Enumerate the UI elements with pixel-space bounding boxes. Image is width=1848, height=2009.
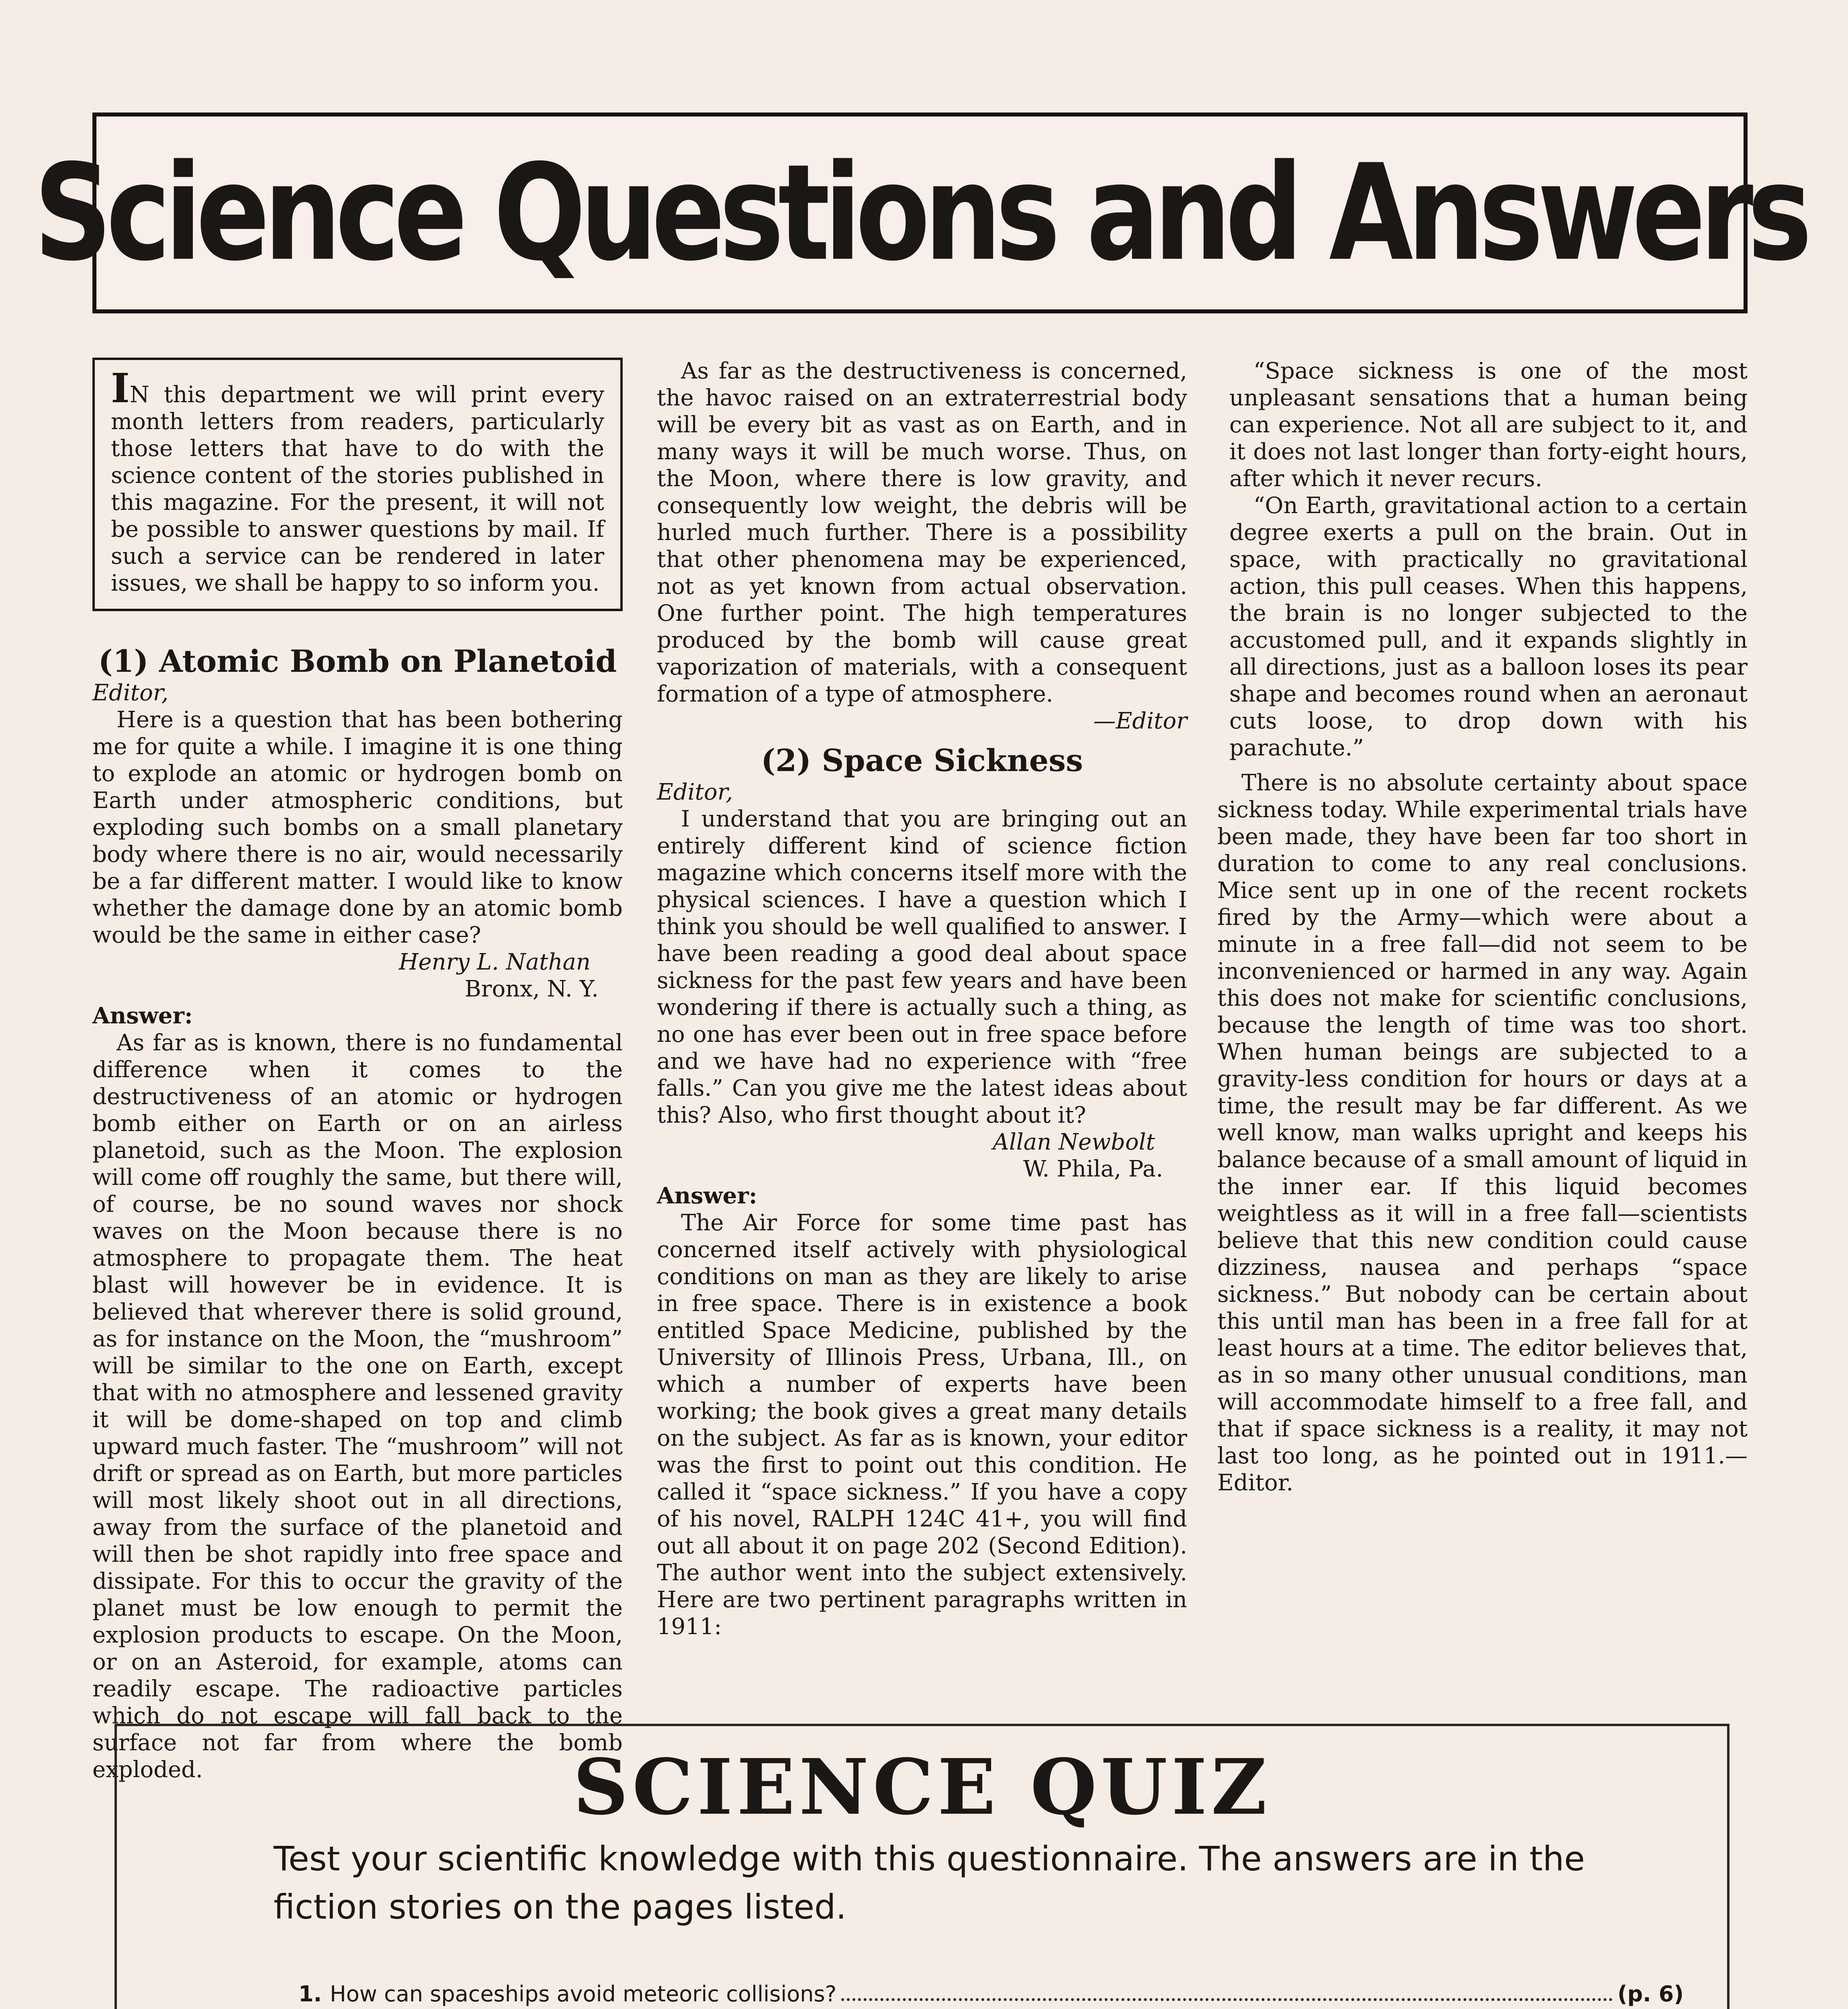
quiz-item [286, 1959, 1684, 2007]
question-1-signature-place: Bronx, N. Y. [464, 976, 599, 1002]
question-1-answer-p1: As far as is known, there is no fundamental difference when it comes to the destructiveness of an atomic or hydrogen bomb either on Earth or on an airless planetoid, such as the Moon. The explosion will come off roughly the same, but there will, of course, be no sound waves nor shock waves on the Moon because there is no atmosphere to propagate them. The heat blast will however be in evidence. It is believed that wherever there is solid ground, as for instance on the Moon, the “mushroom” will be similar to the one on Earth, except that with no atmosphere and lessened gravity it will be dome-shaped on top and climb upward much faster. The “mushroom” will not drift or spread as on Earth, but more particles will most likely shoot out in all directions, away from the surface of the planetoid and will then be shot rapidly into free space and dissipate. For this to occur the gravity of the planet must be low enough to permit the explosion products to escape. On the Moon, or on an Asteroid, for example, atoms can readily escape. The radioactive particles which do not escape will fall back to the surface not far from where the bomb exploded. [92, 1030, 623, 1783]
column-1 [92, 358, 623, 1783]
quiz-list [286, 1959, 1684, 2009]
leader-dots [841, 1998, 1613, 2001]
question-2-letter: I understand that you are bringing out an entirely different kind of science fiction magazine which concerns itself more with the physical sciences. I have a question which I think you should be well qualified to answer. I have been reading a good deal about space sickness for the past few years and have been wondering if there is actually such a thing, as no one has ever been out in free space before and we have had no experience with “free falls.” Can you give me the latest ideas about this? Also, who first thought about it? [657, 806, 1187, 1128]
science-quiz-box [114, 1724, 1729, 2009]
question-1-heading: (1) Atomic Bomb on Planetoid [98, 643, 617, 679]
question-2-heading: (2) Space Sickness [761, 743, 1083, 778]
question-1-answer-p2: As far as the destructiveness is concerned, the havoc raised on an extraterrestrial body will be every bit as vast as on Earth, and in many ways it will be much worse. Thus, on the Moon, where there is low gravity, and consequently low weight, the debris will be hurled much further. There is a possibility that other phenomena may be experienced, not as yet known from actual observation. One further point. The high temperatures produced by the bomb will cause great vaporization of materials, with a consequent formation of a type of atmosphere. [657, 358, 1187, 707]
quiz-item-question: How can spaceships avoid meteoric collisions? [330, 1981, 837, 2007]
quote-paragraph-2: “On Earth, gravitational action to a certain degree exerts a pull on the brain. Out in space, with practically no gravitational action, this pull ceases. When this happens, the brain is no longer subjected to the accustomed pull, and it expands slightly in all directions, just as a balloon loses its pear shape and becomes round when an aeronaut cuts loose, to drop down with his parachute.” [1229, 493, 1748, 761]
title-box [34, 113, 1806, 313]
question-2-answer-p1: The Air Force for some time past has concerned itself actively with physiological conditions on man as they are likely to arise in free space. There is in existence a book entitled Space Medicine, published by the University of Illinois Press, Urbana, Ill., on which a number of experts have been working; the book gives a great many details on the subject. As far as is known, your editor was the first to point out this condition. He called it “space sickness.” If you have a copy of his novel, RALPH 124C 41+, you will find out all about it on page 202 (Second Edition). The author went into the subject extensively. Here are two pertinent paragraphs written in 1911: [657, 1210, 1187, 1640]
column-3 [1217, 358, 1748, 1496]
question-2-editor-label: Editor, [657, 779, 733, 805]
question-2-signature-name: Allan Newbolt [993, 1129, 1155, 1155]
quiz-title: SCIENCE QUIZ [573, 1742, 1271, 1832]
question-2-answer-p2: There is no absolute certainty about space sickness today. While experimental trials have been made, they have been far too short in duration to come to any real conclusions. Mice sent up in one of the recent rockets fired by the Army—which were about a minute in a free fall—did not seem to be inconvenienced or harmed in any way. Again this does not make for scientific conclusions, because the length of time was too short. When human beings are subjected to a gravity-less condition for hours or days at a time, the result may be far different. As we well know, man walks upright and keeps his balance because of a small amount of liquid in the inner ear. If this liquid becomes weightless as it will in a free fall—scientists believe that this new condition could cause dizziness, nausea and perhaps “space sickness.” But nobody can be certain about this until man has been in a free fall for at least hours at a time. The editor believes that, as in so many other unusual conditions, man will accommodate himself to a free fall, and that if space sickness is a reality, it may not last too long, as he pointed out in 1911.—Editor. [1217, 770, 1748, 1496]
question-1-editor-label: Editor, [92, 680, 169, 706]
quiz-intro: Test your scientific knowledge with this questionnaire. The answers are in the fiction stories on the pages listed. [274, 1839, 1585, 1927]
quote-paragraph-1: “Space sickness is one of the most unpleasant sensations that a human being can experience. Not all are subject to it, and it does not last longer than forty-eight hours, after which it never recurs. [1229, 358, 1748, 492]
question-1-letter: Here is a question that has been bothering me for quite a while. I imagine it is one thing to explode an atomic or hydrogen bomb on Earth under atmospheric conditions, but exploding such bombs on a small planetary body where there is no air, would necessarily be a far different matter. I would like to know whether the damage done by an atomic bomb would be the same in either case? [92, 707, 623, 948]
intro-box [92, 358, 623, 611]
column-2 [657, 358, 1187, 1640]
quiz-item-page: (p. 6) [1617, 1981, 1684, 2007]
intro-text: N this department we will print every month letters from readers, particularly those letters that have to do with the science content of the stories published in this magazine. For the present, it will not be possible to answer questions by mail. If such a service can be rendered in later issues, we shall be happy to so inform you. [111, 382, 604, 596]
question-1-answer-label: Answer: [92, 1002, 193, 1029]
quote-block [1217, 358, 1748, 761]
quiz-item-number: 1. [298, 1981, 322, 2007]
dropcap: I [111, 364, 130, 412]
quiz-item [286, 2007, 1684, 2009]
question-2-signature-place: W. Phila, Pa. [1023, 1156, 1163, 1182]
question-1-editor-sign: —Editor [1093, 708, 1187, 734]
question-2-answer-label: Answer: [657, 1182, 757, 1209]
page-title: Science Questions and Answers [34, 136, 1806, 290]
question-1-signature-name: Henry L. Nathan [399, 949, 591, 975]
